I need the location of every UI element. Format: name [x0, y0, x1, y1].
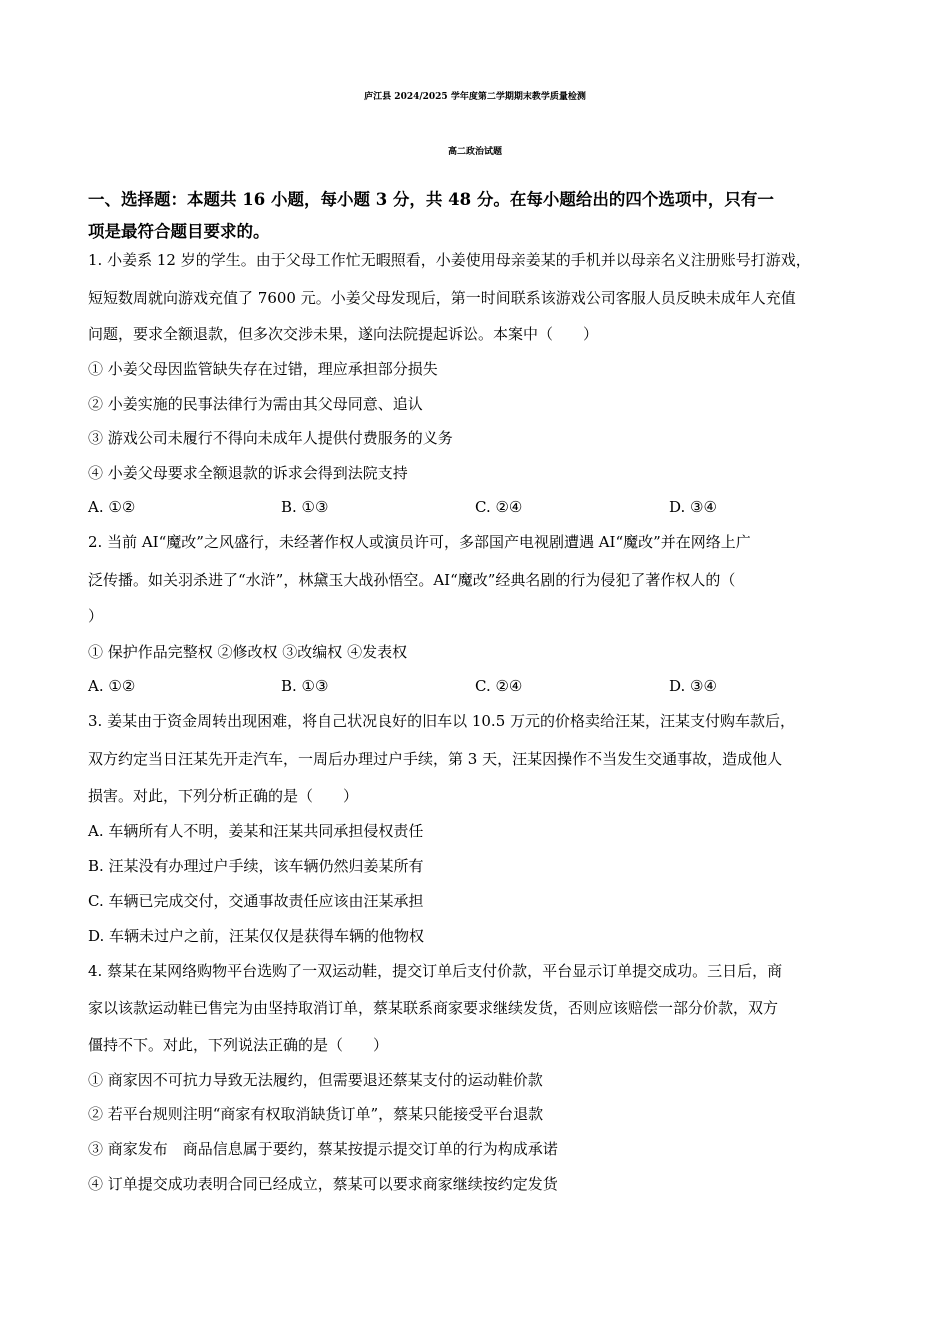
q1-item-3: ③ 游戏公司未履行不得向未成年人提供付费服务的义务	[88, 429, 453, 447]
q4-item-2: ② 若平台规则注明“商家有权取消缺货订单”，蔡某只能接受平台退款	[88, 1105, 544, 1123]
q4-item-4: ④ 订单提交成功表明合同已经成立，蔡某可以要求商家继续按约定发货	[88, 1175, 558, 1193]
q1-item-2: ② 小姜实施的民事法律行为需由其父母同意、追认	[88, 395, 423, 413]
q2-stem-line-2: 泛传播。如关羽杀进了“水浒”，林黛玉大战孙悟空。AI“魔改”经典名剧的行为侵犯了著作权人的（	[88, 571, 736, 589]
q2-item-1: ① 保护作品完整权 ②修改权 ③改编权 ④发表权	[88, 643, 408, 661]
exam-title: 庐江县 2024/2025 学年度第二学期期末教学质量检测	[364, 92, 586, 102]
section-heading-line-1: 一、选择题：本题共 16 小题，每小题 3 分，共 48 分。在每小题给出的四个选项中，只有一	[88, 190, 774, 209]
q3-stem-line-1: 3. 姜某由于资金周转出现困难，将自己状况良好的旧车以 10.5 万元的价格卖给汪某，汪某支付购车款后，	[88, 712, 796, 730]
q4-item-3: ③ 商家发布 商品信息属于要约，蔡某按提示提交订单的行为构成承诺	[88, 1140, 558, 1158]
q3-option-c: C. 车辆已完成交付，交通事故责任应该由汪某承担	[88, 892, 424, 910]
q4-stem-line-1: 4. 蔡某在某网络购物平台选购了一双运动鞋，提交订单后支付价款，平台显示订单提交成功。三日后，商	[88, 962, 783, 980]
q4-item-1: ① 商家因不可抗力导致无法履约，但需要退还蔡某支付的运动鞋价款	[88, 1071, 543, 1089]
q1-stem-line-3: 问题，要求全额退款，但多次交涉未果，遂向法院提起诉讼。本案中（ ）	[88, 325, 599, 343]
q1-choice-b: B. ①③	[281, 498, 329, 516]
q1-choice-a: A. ①②	[88, 498, 136, 516]
q2-choice-a: A. ①②	[88, 677, 136, 695]
q1-item-4: ④ 小姜父母要求全额退款的诉求会得到法院支持	[88, 464, 408, 482]
q1-stem-line-1: 1. 小姜系 12 岁的学生。由于父母工作忙无暇照看，小姜使用母亲姜某的手机并以母亲名义注册账号打游戏，	[88, 251, 811, 269]
q1-stem-line-2: 短短数周就向游戏充值了 7600 元。小姜父母发现后，第一时间联系该游戏公司客服人员反映未成年人充值	[88, 289, 796, 307]
q3-stem-line-3: 损害。对此，下列分析正确的是（ ）	[88, 787, 359, 805]
q4-stem-line-2: 家以该款运动鞋已售完为由坚持取消订单，蔡某联系商家要求继续发货，否则应该赔偿一部分价款，双方	[88, 999, 779, 1017]
q3-option-b: B. 汪某没有办理过户手续，该车辆仍然归姜某所有	[88, 857, 424, 875]
exam-subtitle: 高二政治试题	[447, 147, 502, 157]
section-heading-line-2: 项是最符合题目要求的。	[88, 222, 270, 241]
q2-choice-d: D. ③④	[669, 677, 717, 695]
q1-choice-d: D. ③④	[669, 498, 717, 516]
q3-stem-line-2: 双方约定当日汪某先开走汽车，一周后办理过户手续，第 3 天，汪某因操作不当发生交通事故，造成他人	[88, 750, 783, 768]
q2-stem-line-3: ）	[88, 607, 104, 625]
q4-stem-line-3: 僵持不下。对此，下列说法正确的是（ ）	[88, 1036, 389, 1054]
q1-item-1: ① 小姜父母因监管缺失存在过错，理应承担部分损失	[88, 360, 438, 378]
q2-choice-c: C. ②④	[475, 677, 523, 695]
q3-option-d: D. 车辆未过户之前，汪某仅仅是获得车辆的他物权	[88, 927, 425, 945]
q2-stem-line-1: 2. 当前 AI“魔改”之风盛行，未经著作权人或演员许可，多部国产电视剧遭遇 AI“魔改”并在网络上广	[88, 533, 751, 551]
q3-option-a: A. 车辆所有人不明，姜某和汪某共同承担侵权责任	[88, 822, 424, 840]
q1-choice-c: C. ②④	[475, 498, 523, 516]
q2-choice-b: B. ①③	[281, 677, 329, 695]
